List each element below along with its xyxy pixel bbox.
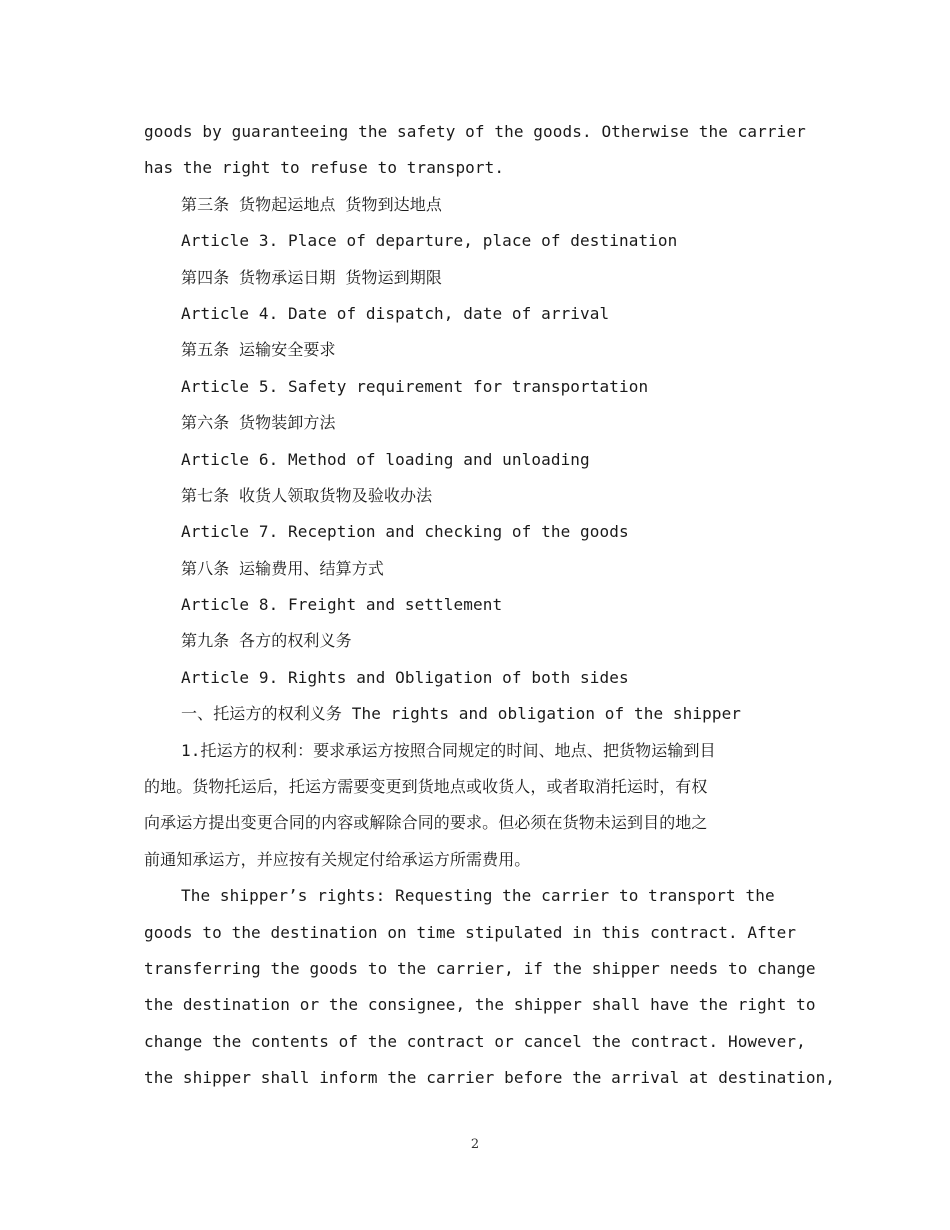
text-line: 第三条 货物起运地点 货物到达地点 [181, 194, 442, 214]
text-line: the shipper shall inform the carrier before the arrival at destination, [144, 1068, 836, 1088]
text-line: goods by guaranteeing the safety of the goods. Otherwise the carrier [144, 122, 806, 141]
text-line: Article 7. Reception and checking of the goods [181, 522, 629, 542]
text-line: Article 9. Rights and Obligation of both sides [181, 667, 629, 687]
text-line: The shipper’s rights: Requesting the carrier to transport the [181, 886, 775, 906]
text-line: 第四条 货物承运日期 货物运到期限 [181, 267, 442, 287]
text-line: goods to the destination on time stipulated in this contract. After [144, 922, 797, 942]
document-body [144, 114, 836, 1097]
text-line: 1.托运方的权利：要求承运方按照合同规定的时间、地点、把货物运输到目 [181, 740, 716, 760]
text-line: Article 3. Place of departure, place of destination [181, 231, 678, 251]
text-line: Article 5. Safety requirement for transportation [181, 376, 649, 396]
text-line: 的地。货物托运后，托运方需要变更到货地点或收货人，或者取消托运时，有权 [144, 777, 708, 797]
text-line: 第五条 运输安全要求 [181, 340, 336, 360]
text-line: Article 6. Method of loading and unloading [181, 449, 590, 469]
text-line: change the contents of the contract or cancel the contract. However, [144, 1031, 806, 1051]
text-line: 前通知承运方，并应按有关规定付给承运方所需费用。 [144, 849, 531, 869]
text-line: 第六条 货物装卸方法 [181, 413, 336, 433]
text-line: transferring the goods to the carrier, if the shipper needs to change [144, 958, 816, 978]
text-line: 向承运方提出变更合同的内容或解除合同的要求。但必须在货物未运到目的地之 [144, 813, 708, 833]
text-line: 第八条 运输费用、结算方式 [181, 558, 384, 578]
page-number: 2 [470, 1137, 480, 1152]
text-line: the destination or the consignee, the shipper shall have the right to [144, 995, 816, 1015]
text-line: 第七条 收货人领取货物及验收办法 [181, 485, 433, 505]
text-line: 一、托运方的权利义务 The rights and obligation of the shipper [181, 704, 742, 724]
text-line: has the right to refuse to transport. [144, 158, 505, 178]
text-line: Article 8. Freight and settlement [181, 595, 503, 615]
text-line: 第九条 各方的权利义务 [181, 631, 352, 651]
text-line: Article 4. Date of dispatch, date of arrival [181, 303, 610, 323]
